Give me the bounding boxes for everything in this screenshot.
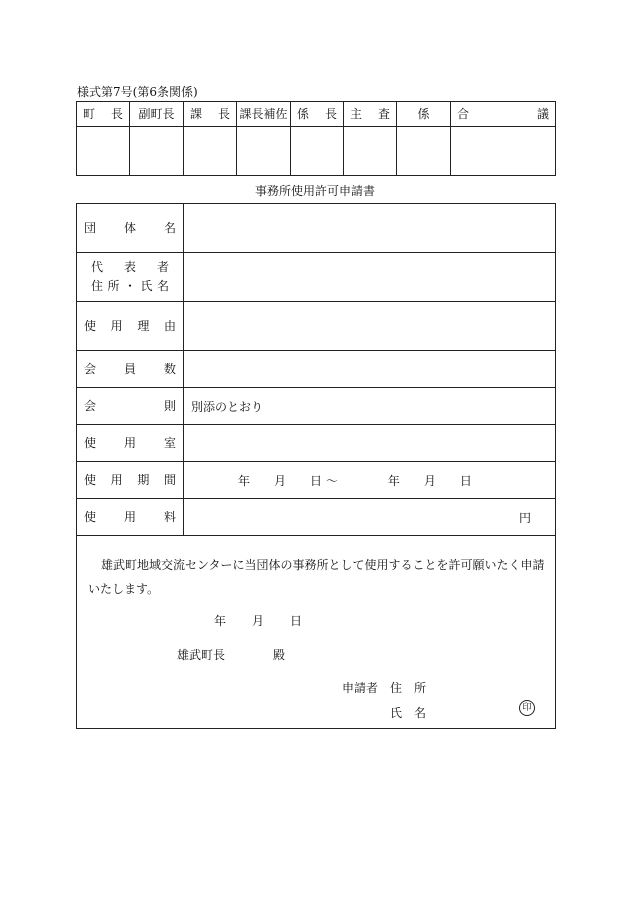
- fee-field[interactable]: [184, 499, 556, 536]
- approval-header-row: [77, 102, 556, 127]
- label-rules: 会 則: [77, 388, 184, 425]
- row-members: [77, 351, 556, 388]
- seal-box[interactable]: [184, 127, 237, 176]
- members-field[interactable]: [184, 351, 556, 388]
- start-day-label: 日 ～: [310, 473, 338, 488]
- label-period: 使 用 期 間: [77, 462, 184, 499]
- row-rules: [77, 388, 556, 425]
- seal-icon: 印: [519, 700, 535, 716]
- document-title: 事務所使用許可申請書: [254, 184, 375, 198]
- application-form-table: [76, 203, 556, 729]
- seal-box[interactable]: [237, 127, 291, 176]
- seal-box[interactable]: [77, 127, 130, 176]
- applicant-name-label: 氏 名: [390, 706, 427, 720]
- date-month-label: 月: [252, 614, 265, 628]
- label-representative: 代 表 者 住 所 ・ 氏 名: [77, 253, 184, 302]
- approval-header-section-chief: 課 長: [184, 102, 237, 127]
- row-period: [77, 462, 556, 499]
- start-year-label: 年: [238, 473, 251, 488]
- group-name-field[interactable]: [184, 204, 556, 253]
- approval-header-subsection-chief: 係 長: [291, 102, 344, 127]
- approval-header-deputy-mayor: 副町長: [130, 102, 184, 127]
- seal-box[interactable]: [291, 127, 344, 176]
- approval-stamp-table: [76, 101, 556, 176]
- purpose-field[interactable]: [184, 302, 556, 351]
- seal-box[interactable]: [130, 127, 184, 176]
- application-date: [214, 612, 328, 629]
- row-declaration: [77, 536, 556, 729]
- applicant-address-label: 申請者 住 所: [342, 681, 427, 695]
- row-fee: [77, 499, 556, 536]
- approval-header-staff: 係: [397, 102, 451, 127]
- form-number-label: 様式第7号(第6条関係): [77, 85, 198, 99]
- addressee-honorific: 殿: [273, 648, 286, 662]
- label-fee: 使 用 料: [77, 499, 184, 536]
- row-representative: [77, 253, 556, 302]
- fee-unit: 円: [518, 510, 531, 525]
- start-month-label: 月: [274, 473, 287, 488]
- declaration-cell: [77, 536, 556, 729]
- representative-field[interactable]: [184, 253, 556, 302]
- approval-header-supervisor: 主 査: [344, 102, 397, 127]
- date-year-label: 年: [214, 614, 227, 628]
- label-room: 使 用 室: [77, 425, 184, 462]
- addressee: 雄武町長: [177, 648, 226, 662]
- rules-field[interactable]: 別添のとおり: [184, 388, 556, 425]
- seal-box[interactable]: [397, 127, 451, 176]
- label-members: 会 員 数: [77, 351, 184, 388]
- label-group-name: 団 体 名: [77, 204, 184, 253]
- approval-header-consultation: 合 議: [451, 102, 556, 127]
- label-purpose: 使 用 理 由: [77, 302, 184, 351]
- row-group-name: [77, 204, 556, 253]
- approval-seal-row: [77, 127, 556, 176]
- end-day-label: 日: [459, 473, 472, 488]
- room-field[interactable]: [184, 425, 556, 462]
- approval-header-mayor: 町 長: [77, 102, 130, 127]
- approval-header-assistant-chief: 課長補佐: [237, 102, 291, 127]
- declaration-text: 雄武町地域交流センターに当団体の事務所として使用することを許可願いたく申請いたします。: [88, 558, 545, 596]
- period-date-range: [191, 472, 548, 489]
- seal-box[interactable]: [344, 127, 397, 176]
- end-month-label: 月: [423, 473, 436, 488]
- period-field[interactable]: [184, 462, 556, 499]
- seal-box[interactable]: [451, 127, 556, 176]
- date-day-label: 日: [290, 614, 303, 628]
- row-purpose: [77, 302, 556, 351]
- row-room: [77, 425, 556, 462]
- end-year-label: 年: [387, 473, 400, 488]
